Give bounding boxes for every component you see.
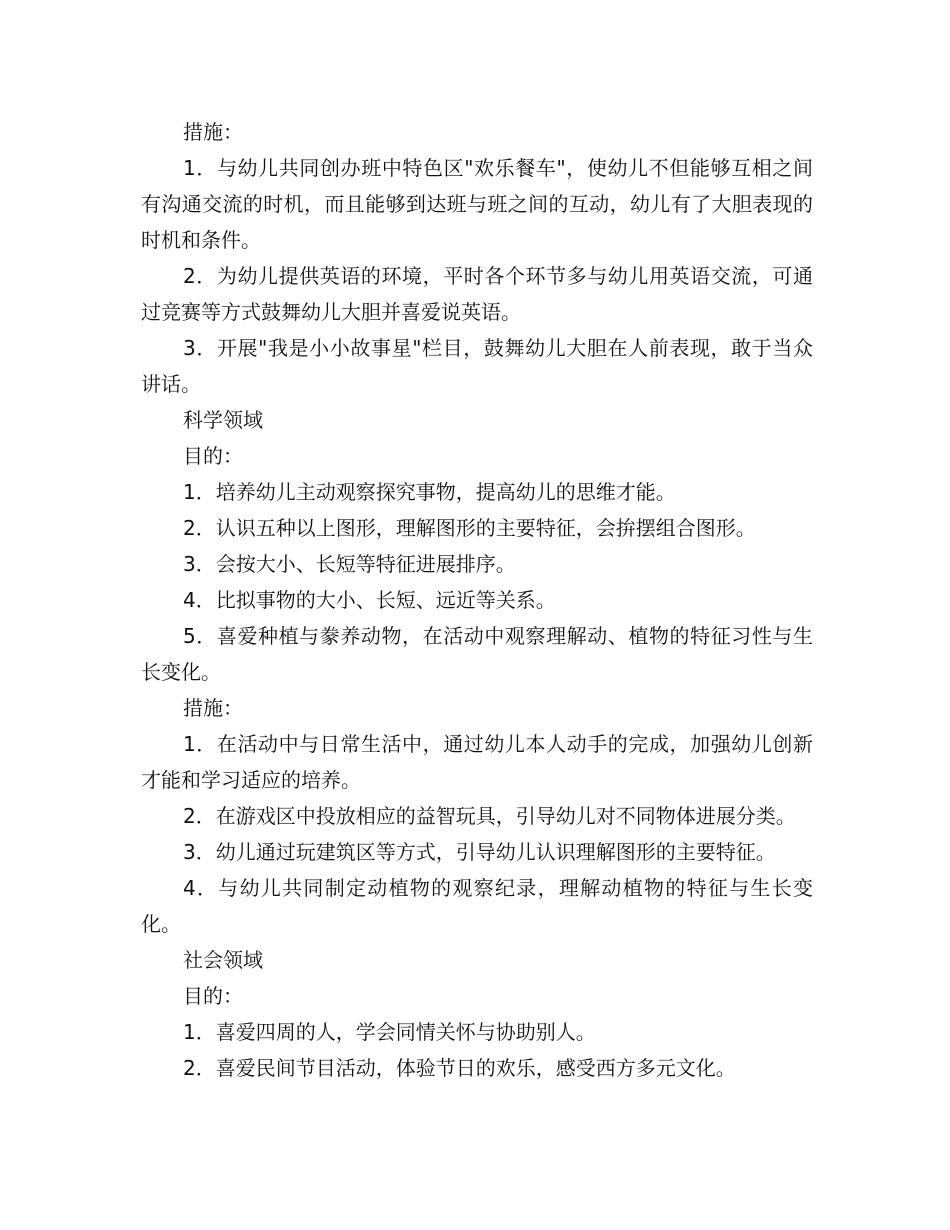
measure-item-2: 2．为幼儿提供英语的环境，平时各个环节多与幼儿用英语交流，可通过竞赛等方式鼓舞幼儿大胆并喜爱说英语。 [141, 264, 813, 324]
measure-item-3: 3．幼儿通过玩建筑区等方式，引导幼儿认识理解图形的主要特征。 [183, 840, 776, 864]
goal-item-3: 3．会按大小、长短等特征进展排序。 [183, 552, 516, 576]
measure-item-1: 1．与幼儿共同创办班中特色区"欢乐餐车"，使幼儿不但能够互相之间有沟通交流的时机，而且能够到达班与班之间的互动，幼儿有了大胆表现的时机和条件。 [141, 156, 813, 252]
goal-item-4: 4．比拟事物的大小、长短、远近等关系。 [183, 588, 556, 612]
goal-item-2: 2．认识五种以上图形，理解图形的主要特征，会拚摆组合图形。 [183, 516, 756, 540]
goal-item-5: 5．喜爱种植与豢养动物，在活动中观察理解动、植物的特征习性与生长变化。 [141, 624, 813, 684]
goal-item-2: 2．喜爱民间节目活动，体验节日的欢乐，感受西方多元文化。 [183, 1056, 736, 1080]
goal-item-1: 1．喜爱四周的人，学会同情关怀与协助别人。 [183, 1020, 596, 1044]
goals-heading: 目的： [183, 984, 243, 1008]
measures-heading: 措施： [183, 696, 243, 720]
measure-item-4: 4．与幼儿共同制定动植物的观察纪录，理解动植物的特征与生长变化。 [141, 876, 813, 936]
goal-item-1: 1．培养幼儿主动观察探究事物，提高幼儿的思维才能。 [183, 480, 676, 504]
measures-heading: 措施： [183, 120, 243, 144]
section-heading-social: 社会领域 [183, 948, 263, 972]
measure-item-2: 2．在游戏区中投放相应的益智玩具，引导幼儿对不同物体进展分类。 [183, 804, 796, 828]
document-body [141, 114, 813, 1086]
goals-heading: 目的： [183, 444, 243, 468]
measure-item-1: 1．在活动中与日常生活中，通过幼儿本人动手的完成，加强幼儿创新才能和学习适应的培养。 [141, 732, 813, 792]
measure-item-3: 3．开展"我是小小故事星"栏目，鼓舞幼儿大胆在人前表现，敢于当众讲话。 [141, 336, 813, 396]
section-heading-science: 科学领域 [183, 408, 263, 432]
